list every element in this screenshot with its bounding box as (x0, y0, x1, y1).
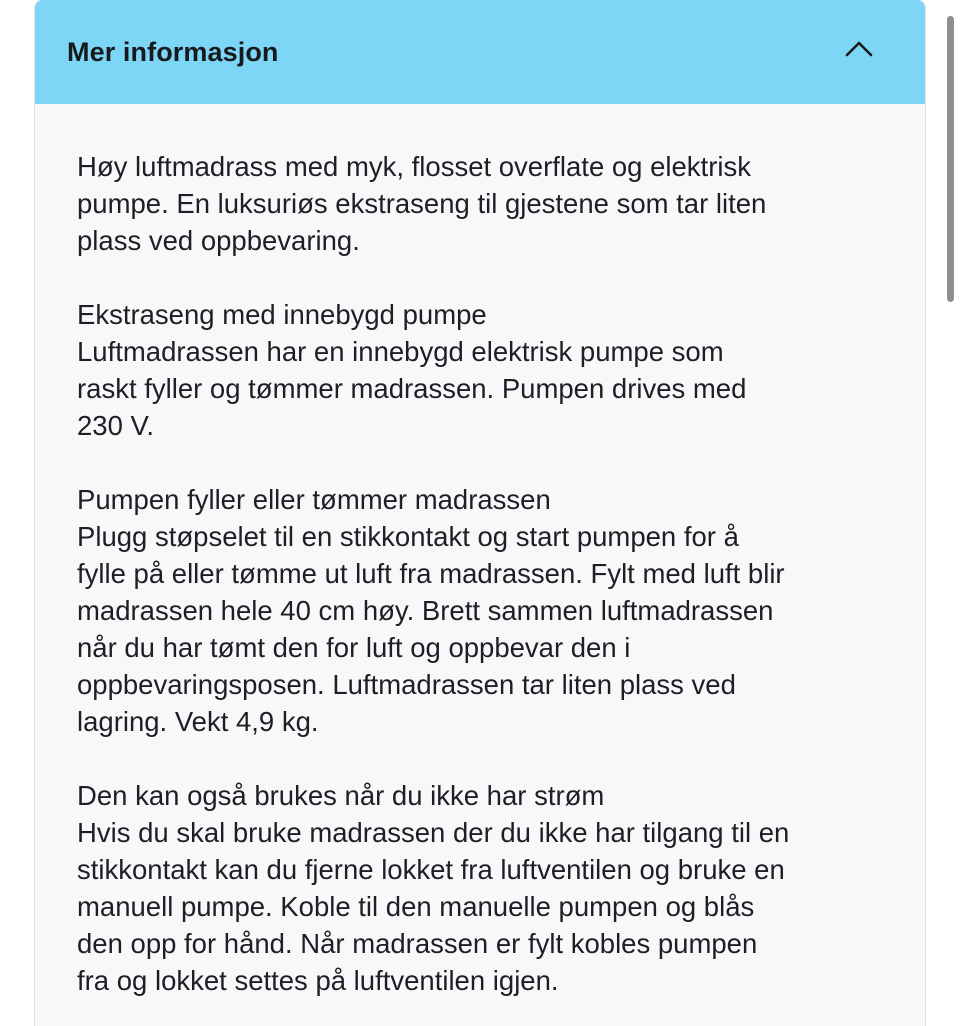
description-line: Hvis du skal bruke madrassen der du ikke har tilgang til en (77, 817, 790, 848)
description-line: raskt fyller og tømmer madrassen. Pumpen drives med (77, 373, 747, 404)
description-line: stikkontakt kan du fjerne lokket fra luftventilen og bruke en (77, 854, 785, 885)
description-line: lagring. Vekt 4,9 kg. (77, 706, 319, 737)
description-paragraph (77, 296, 885, 444)
description-line: madrassen hele 40 cm høy. Brett sammen luftmadrassen (77, 595, 774, 626)
description-line: Den kan også brukes når du ikke har strøm (77, 780, 605, 811)
description-line: plass ved oppbevaring. (77, 225, 360, 256)
accordion-content (35, 104, 925, 999)
description-line: Pumpen fyller eller tømmer madrassen (77, 484, 551, 515)
scrollbar-thumb[interactable] (947, 16, 954, 302)
description-line: Høy luftmadrass med myk, flosset overflate og elektrisk (77, 151, 751, 182)
accordion-header[interactable] (35, 0, 925, 104)
description-line: fra og lokket settes på luftventilen igjen. (77, 965, 559, 996)
description-paragraph (77, 481, 885, 740)
description-line: manuell pumpe. Koble til den manuelle pumpen og blås (77, 891, 755, 922)
description-line: når du har tømt den for luft og oppbevar den i (77, 632, 631, 663)
description-line: fylle på eller tømme ut luft fra madrassen. Fylt med luft blir (77, 558, 785, 589)
description-line: oppbevaringsposen. Luftmadrassen tar liten plass ved (77, 669, 736, 700)
accordion-more-info (34, 0, 926, 1026)
description-line: Plugg støpselet til en stikkontakt og start pumpen for å (77, 521, 739, 552)
description-paragraph (77, 777, 885, 999)
description-line: den opp for hånd. Når madrassen er fylt kobles pumpen (77, 928, 758, 959)
description-line: pumpe. En luksuriøs ekstraseng til gjestene som tar liten (77, 188, 767, 219)
chevron-up-icon[interactable] (845, 38, 873, 58)
description-line: Ekstraseng med innebygd pumpe (77, 299, 487, 330)
description-line: 230 V. (77, 410, 154, 441)
description-paragraph (77, 148, 885, 259)
accordion-title: Mer informasjon (67, 36, 279, 67)
description-line: Luftmadrassen har en innebygd elektrisk pumpe som (77, 336, 724, 367)
